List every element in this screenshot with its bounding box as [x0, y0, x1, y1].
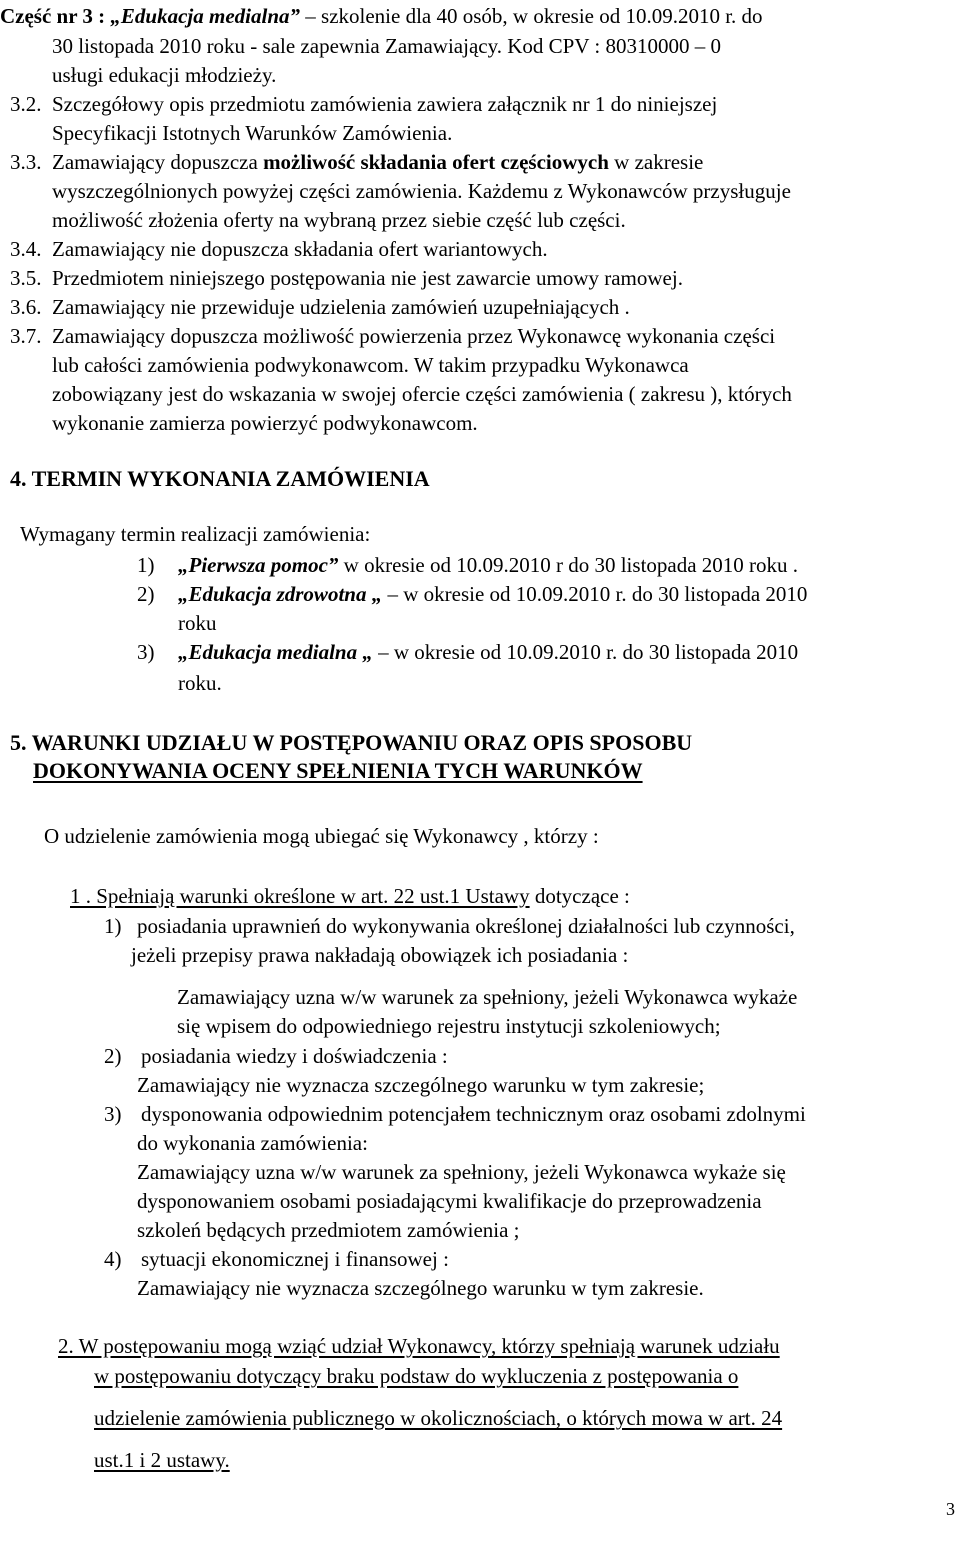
term-item-1-number: 1) — [137, 553, 155, 577]
condition-2-number: 2) — [104, 1044, 122, 1068]
term-item-1-title: „Pierwsza pomoc” — [178, 553, 339, 577]
condition-3-number: 3) — [104, 1102, 122, 1126]
condition-3-line3: Zamawiający uzna w/w warunek za spełniony, jeżeli Wykonawca wykaże się — [137, 1160, 786, 1184]
term-item-2-title: „Edukacja zdrowotna „ — [178, 582, 383, 606]
section-3-7-line1: Zamawiający dopuszcza możliwość powierzenia przez Wykonawcę wykonania części — [52, 324, 776, 348]
section-4-heading: 4. TERMIN WYKONANIA ZAMÓWIENIA — [10, 466, 430, 491]
part3-line3: usługi edukacji młodzieży. — [52, 63, 277, 87]
condition-4-number: 4) — [104, 1247, 122, 1271]
section-5-heading-line1: 5. WARUNKI UDZIAŁU W POSTĘPOWANIU ORAZ OPIS SPOSOBU — [10, 730, 693, 755]
condition-2-line1: posiadania wiedzy i doświadczenia : — [141, 1044, 448, 1068]
section-3-5-text: Przedmiotem niniejszego postępowania nie jest zawarcie umowy ramowej. — [52, 266, 683, 290]
section-3-3-line2: wyszczególnionych powyżej części zamówienia. Każdemu z Wykonawców przysługuje — [52, 179, 791, 203]
term-item-1: „Pierwsza pomoc” w okresie od 10.09.2010 r do 30 listopada 2010 roku . — [178, 553, 799, 577]
part3-label: Część nr 3 : — [0, 4, 111, 28]
condition-3-line1: dysponowania odpowiednim potencjałem technicznym oraz osobami zdolnymi — [141, 1102, 806, 1126]
section-3-4-text: Zamawiający nie dopuszcza składania ofert wariantowych. — [52, 237, 548, 261]
condition-1-line4: się wpisem do odpowiedniego rejestru instytucji szkoleniowych; — [177, 1014, 721, 1038]
term-item-3-continuation: roku. — [178, 671, 222, 695]
part3-title: „Edukacja medialna” — [110, 4, 301, 28]
section-5-heading-line2: DOKONYWANIA OCENY SPEŁNIENIA TYCH WARUNKÓW — [33, 758, 643, 783]
condition-3-line4: dysponowaniem osobami posiadającymi kwalifikacje do przeprowadzenia — [137, 1189, 762, 1213]
term-item-3-title: „Edukacja medialna „ — [178, 640, 373, 664]
section-3-2-line2: Specyfikacji Istotnych Warunków Zamówienia. — [52, 121, 453, 145]
section-3-3-line3: możliwość złożenia oferty na wybraną przez siebie część lub części. — [52, 208, 626, 232]
condition-group-2-line4: ust.1 i 2 ustawy. — [94, 1448, 230, 1472]
condition-2-line2: Zamawiający nie wyznacza szczególnego warunku w tym zakresie; — [137, 1073, 705, 1097]
condition-1-line3: Zamawiający uzna w/w warunek za spełniony, jeżeli Wykonawca wykaże — [177, 985, 798, 1009]
condition-group-2-line2: w postępowaniu dotyczący braku podstaw do wykluczenia z postępowania o — [94, 1364, 739, 1388]
section-5-intro: O udzielenie zamówienia mogą ubiegać się Wykonawcy , którzy : — [44, 824, 599, 848]
condition-1-line2: jeżeli przepisy prawa nakładają obowiązek ich posiadania : — [131, 943, 629, 967]
section-3-3-number: 3.3. — [10, 150, 42, 174]
part3-description: – szkolenie dla 40 osób, w okresie od 10.09.2010 r. do — [300, 4, 763, 28]
term-item-2: „Edukacja zdrowotna „ – w okresie od 10.09.2010 r. do 30 listopada 2010 — [178, 582, 808, 606]
condition-4-line1: sytuacji ekonomicznej i finansowej : — [141, 1247, 449, 1271]
condition-1-number: 1) — [104, 914, 122, 938]
section-3-4-number: 3.4. — [10, 237, 42, 261]
part3-line1 — [0, 6, 763, 27]
condition-group-2-line1: 2. W postępowaniu mogą wziąć udział Wykonawcy, którzy spełniają warunek udziału — [58, 1334, 780, 1358]
term-item-2-number: 2) — [137, 582, 155, 606]
section-3-3-line1: Zamawiający dopuszcza możliwość składania ofert częściowych w zakresie — [52, 150, 704, 174]
section-3-2-line1: Szczegółowy opis przedmiotu zamówienia zawiera załącznik nr 1 do niniejszej — [52, 92, 718, 116]
section-3-6-number: 3.6. — [10, 295, 42, 319]
section-3-7-number: 3.7. — [10, 324, 42, 348]
section-3-7-line3: zobowiązany jest do wskazania w swojej ofercie części zamówienia ( zakresu ), których — [52, 382, 792, 406]
condition-group-1-heading: 1 . Spełniają warunki określone w art. 22 ust.1 Ustawy dotyczące : — [70, 884, 630, 908]
term-item-3-number: 3) — [137, 640, 155, 664]
condition-1-line1: posiadania uprawnień do wykonywania określonej działalności lub czynności, — [137, 914, 795, 938]
condition-3-line2: do wykonania zamówienia: — [137, 1131, 368, 1155]
section-3-6-text: Zamawiający nie przewiduje udzielenia zamówień uzupełniających . — [52, 295, 630, 319]
section-3-7-line4: wykonanie zamierza powierzyć podwykonawcom. — [52, 411, 478, 435]
term-item-3: „Edukacja medialna „ – w okresie od 10.09.2010 r. do 30 listopada 2010 — [178, 640, 799, 664]
condition-group-2-line3: udzielenie zamówienia publicznego w okolicznościach, o których mowa w art. 24 — [94, 1406, 783, 1430]
section-3-5-number: 3.5. — [10, 266, 42, 290]
term-item-2-continuation: roku — [178, 611, 217, 635]
section-4-intro: Wymagany termin realizacji zamówienia: — [20, 522, 371, 546]
condition-4-line2: Zamawiający nie wyznacza szczególnego warunku w tym zakresie. — [137, 1276, 704, 1300]
section-3-7-line2: lub całości zamówienia podwykonawcom. W takim przypadku Wykonawca — [52, 353, 689, 377]
page-number: 3 — [946, 1499, 955, 1519]
section-3-2-number: 3.2. — [10, 92, 42, 116]
partial-offers-emphasis: możliwość składania ofert częściowych — [263, 150, 609, 174]
condition-3-line5: szkoleń będących przedmiotem zamówienia ; — [137, 1218, 520, 1242]
part3-line2: 30 listopada 2010 roku - sale zapewnia Zamawiający. Kod CPV : 80310000 – 0 — [52, 34, 721, 58]
